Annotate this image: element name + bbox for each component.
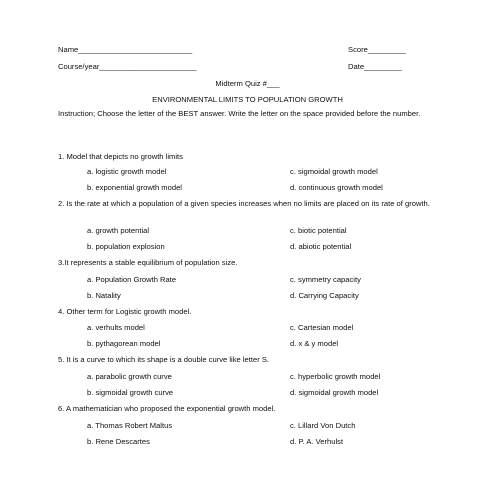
- quiz-label: Midterm Quiz #___: [215, 79, 280, 88]
- question-2-option-a: a. growth potential: [87, 226, 150, 235]
- question-5-option-a: a. parabolic growth curve: [87, 372, 172, 381]
- question-2-option-d: d. abiotic potential: [290, 242, 352, 251]
- question-6-option-d: d. P. A. Verhulst: [290, 437, 344, 446]
- question-1-option-c: c. sigmoidal growth model: [290, 167, 378, 176]
- question-5-option-b: b. sigmoidal growth curve: [87, 388, 174, 397]
- question-3: 3.It represents a stable equilibrium of population size.: [58, 258, 238, 267]
- question-6-option-b: b. Rene Descartes: [87, 437, 150, 446]
- question-5: 5. It is a curve to which its shape is a double curve like letter S.: [58, 355, 270, 364]
- question-6-option-a: a. Thomas Robert Maltus: [87, 421, 173, 430]
- question-4-option-b: b. pythagorean model: [87, 339, 161, 348]
- question-3-option-c: c. symmetry capacity: [290, 275, 361, 284]
- question-3-option-a: a. Population Growth Rate: [87, 275, 177, 284]
- score-field[interactable]: Score_________: [348, 45, 406, 54]
- question-4: 4. Other term for Logistic growth model.: [58, 307, 192, 316]
- question-2-option-c: c. biotic potential: [290, 226, 347, 235]
- date-field[interactable]: Date_________: [348, 62, 403, 71]
- name-field[interactable]: Name___________________________: [58, 45, 193, 54]
- question-3-option-d: d. Carrying Capacity: [290, 291, 359, 300]
- question-6: 6. A mathematician who proposed the exponential growth model.: [58, 404, 276, 413]
- question-5-option-c: c. hyperbolic growth model: [290, 372, 381, 381]
- course-year-field[interactable]: Course/year_______________________: [58, 62, 197, 71]
- question-2-option-b: b. population explosion: [87, 242, 165, 251]
- question-4-option-a: a. verhults model: [87, 323, 145, 332]
- question-2: 2. Is the rate at which a population of a given species increases when no limits are placed on its rate of growth.: [58, 199, 430, 208]
- question-1-option-b: b. exponential growth model: [87, 183, 182, 192]
- question-1-option-d: d. continuous growth model: [290, 183, 383, 192]
- question-1: 1. Model that depicts no growth limits: [58, 152, 183, 161]
- question-1-option-a: a. logistic growth model: [87, 167, 167, 176]
- question-5-option-d: d. sigmoidal growth model: [290, 388, 379, 397]
- instruction-text: Instruction; Choose the letter of the BEST answer. Write the letter on the space provided before the number.: [58, 109, 421, 118]
- page-title: ENVIRONMENTAL LIMITS TO POPULATION GROWTH: [152, 95, 343, 104]
- question-3-option-b: b. Natality: [87, 291, 121, 300]
- question-6-option-c: c. Lillard Von Dutch: [290, 421, 356, 430]
- question-4-option-d: d. x & y model: [290, 339, 339, 348]
- question-4-option-c: c. Cartesian model: [290, 323, 354, 332]
